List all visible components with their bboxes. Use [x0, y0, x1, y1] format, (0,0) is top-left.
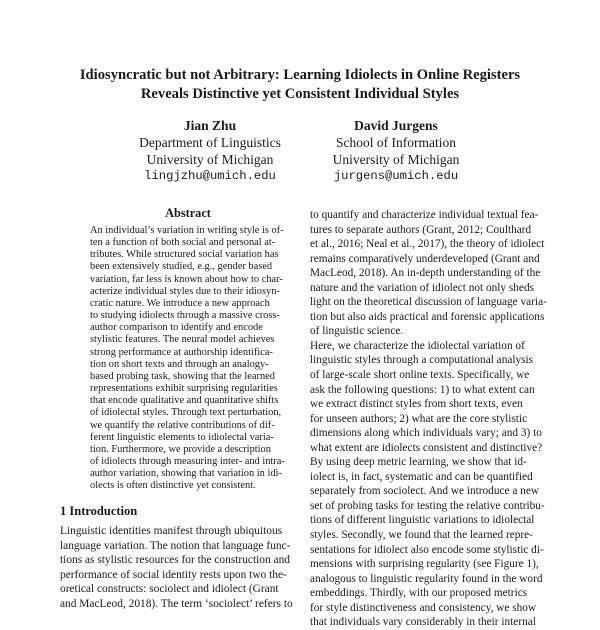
abstract-line: ten a function of both social and personal at- — [90, 237, 276, 249]
body-text-line: that individuals vary considerably in their internal — [310, 616, 536, 629]
abstract-line: to studying idiolects through a massive cross- — [90, 310, 280, 322]
author-email: jurgens@umich.edu — [333, 169, 459, 183]
body-text-line: set of probing tasks for testing the relative contribu- — [310, 499, 545, 512]
author-email: lingjzhu@umich.edu — [144, 169, 276, 183]
body-text-line: for style distinctiveness and consistency, we show — [310, 601, 537, 614]
author-department: School of Information — [336, 135, 456, 150]
body-text-line: analogous to linguistic regularity found in the word — [310, 572, 543, 585]
abstract-line: of idiolectal styles. Through text perturbation, — [90, 407, 282, 419]
abstract-line: been extensively studied, e.g., gender based — [90, 261, 273, 273]
abstract-line: cratic nature. We introduce a new approach — [90, 297, 270, 309]
introduction-line: language variation. The notion that language func- — [60, 539, 291, 552]
introduction-line: oretical constructs: sociolect and idiolect (Grant — [60, 583, 279, 596]
author-institution: University of Michigan — [146, 152, 274, 167]
abstract-line: variation, far less is known about how to char- — [90, 273, 283, 285]
abstract-line: of idiolects through measuring inter- and intra- — [90, 455, 285, 467]
body-text-line: mensions with surprising regularity (see Figure 1), — [310, 558, 539, 571]
abstract-line: author variation, showing that variation in idi- — [90, 468, 282, 480]
body-text-line: linguistic styles through a computational analysis — [310, 354, 534, 367]
body-text-line: of linguistic science. — [310, 325, 404, 338]
body-text-line: ask the following questions: 1) to what extent can — [310, 383, 535, 396]
title-line-1: Idiosyncratic but not Arbitrary: Learning Idiolects in Online Registers — [79, 67, 521, 83]
abstract-line: that encode qualitative and quantitative shifts — [90, 395, 279, 407]
introduction-line: and MacLeod, 2018). The term ‘sociolect’ refers to — [60, 597, 293, 610]
abstract-line: ferent linguistic elements to idiolectal varia- — [90, 431, 274, 443]
body-text-line: we extract distinct styles from short texts, even — [310, 398, 523, 411]
right-column-body — [310, 208, 580, 630]
author-block-2 — [296, 117, 496, 185]
body-text-line: what extent are idiolects consistent and distinctive? — [310, 441, 543, 454]
author-name: Jian Zhu — [183, 118, 237, 133]
abstract-line: representations exhibit surprising regularities — [90, 383, 278, 395]
body-text-line: dimensions along which individuals vary; and 3) to — [310, 427, 542, 440]
introduction-line: performance of social identity rests upon two the- — [60, 568, 287, 581]
body-text-line: By using deep metric learning, we show that id- — [310, 456, 527, 469]
body-text-line: to quantify and characterize individual textual fea- — [310, 209, 539, 221]
paper-title — [40, 66, 560, 104]
author-name: David Jurgens — [354, 118, 438, 133]
abstract-line: stylistic features. The neural model achieves — [90, 334, 275, 346]
body-text-line: light on the theoretical discussion of language varia- — [310, 296, 547, 309]
introduction-line: Linguistic identities manifest through ubiquitous — [60, 525, 283, 537]
introduction-line: tions as stylistic resources for the construction and — [60, 554, 290, 567]
author-department: Department of Linguistics — [139, 135, 281, 150]
body-text-line: iolect is, in fact, systematic and can be quantified — [310, 470, 533, 483]
author-block-1 — [110, 117, 310, 185]
body-text-line: tures to separate authors (Grant, 2012; Coulthard — [310, 223, 532, 236]
body-text-line: et al., 2016; Neal et al., 2017), the theory of idiolect — [310, 238, 545, 251]
body-text-line: separately from sociolect. And we introduce a new — [310, 485, 539, 498]
abstract-line: tion. Furthermore, we provide a description — [90, 443, 271, 455]
body-text-line: embeddings. Thirdly, with our proposed metrics — [310, 587, 528, 600]
introduction-heading: 1 Introduction — [60, 504, 138, 518]
body-text-line: MacLeod, 2018). An in-depth understanding of the — [310, 267, 541, 280]
abstract-line: tion on short texts and through an analogy- — [90, 358, 269, 370]
abstract-line: olects is often distinctive yet consistent. — [90, 480, 256, 492]
abstract-line: we quantify the relative contributions of dif- — [90, 419, 275, 431]
abstract-line: based probing task, showing that the learned — [90, 370, 275, 382]
abstract-line: acterize individual styles due to their idiosyn- — [90, 285, 280, 297]
body-text-line: of large-scale short online texts. Specifically, we — [310, 369, 530, 382]
abstract-line: author comparison to identify and encode — [90, 322, 263, 334]
abstract-heading: Abstract — [165, 206, 211, 220]
abstract-line: An individual’s variation in writing style is of- — [90, 225, 284, 236]
body-text-line: sentations for idiolect also encode some stylistic di- — [310, 543, 544, 556]
body-text-line: nature and the variation of idiolect not only sheds — [310, 281, 534, 294]
introduction-body — [60, 524, 310, 612]
body-text-line: Here, we characterize the idiolectal variation of — [310, 339, 525, 352]
body-text-line: styles. Secondly, we found that the learned repre- — [310, 529, 533, 542]
abstract-body — [90, 225, 285, 492]
title-line-2: Reveals Distinctive yet Consistent Individual Styles — [140, 86, 460, 102]
abstract-line: tributes. While structured social variation has — [90, 249, 279, 261]
body-text-line: for unseen authors; 2) what are the core stylistic — [310, 412, 528, 425]
author-institution: University of Michigan — [332, 152, 460, 167]
body-text-line: tion but also aids practical and forensic applications — [310, 310, 545, 323]
body-text-line: remains comparatively underdeveloped (Grant and — [310, 252, 540, 265]
body-text-line: tions of different linguistic variations to idiolectal — [310, 514, 535, 527]
abstract-line: strong performance at authorship identifica- — [90, 346, 273, 358]
